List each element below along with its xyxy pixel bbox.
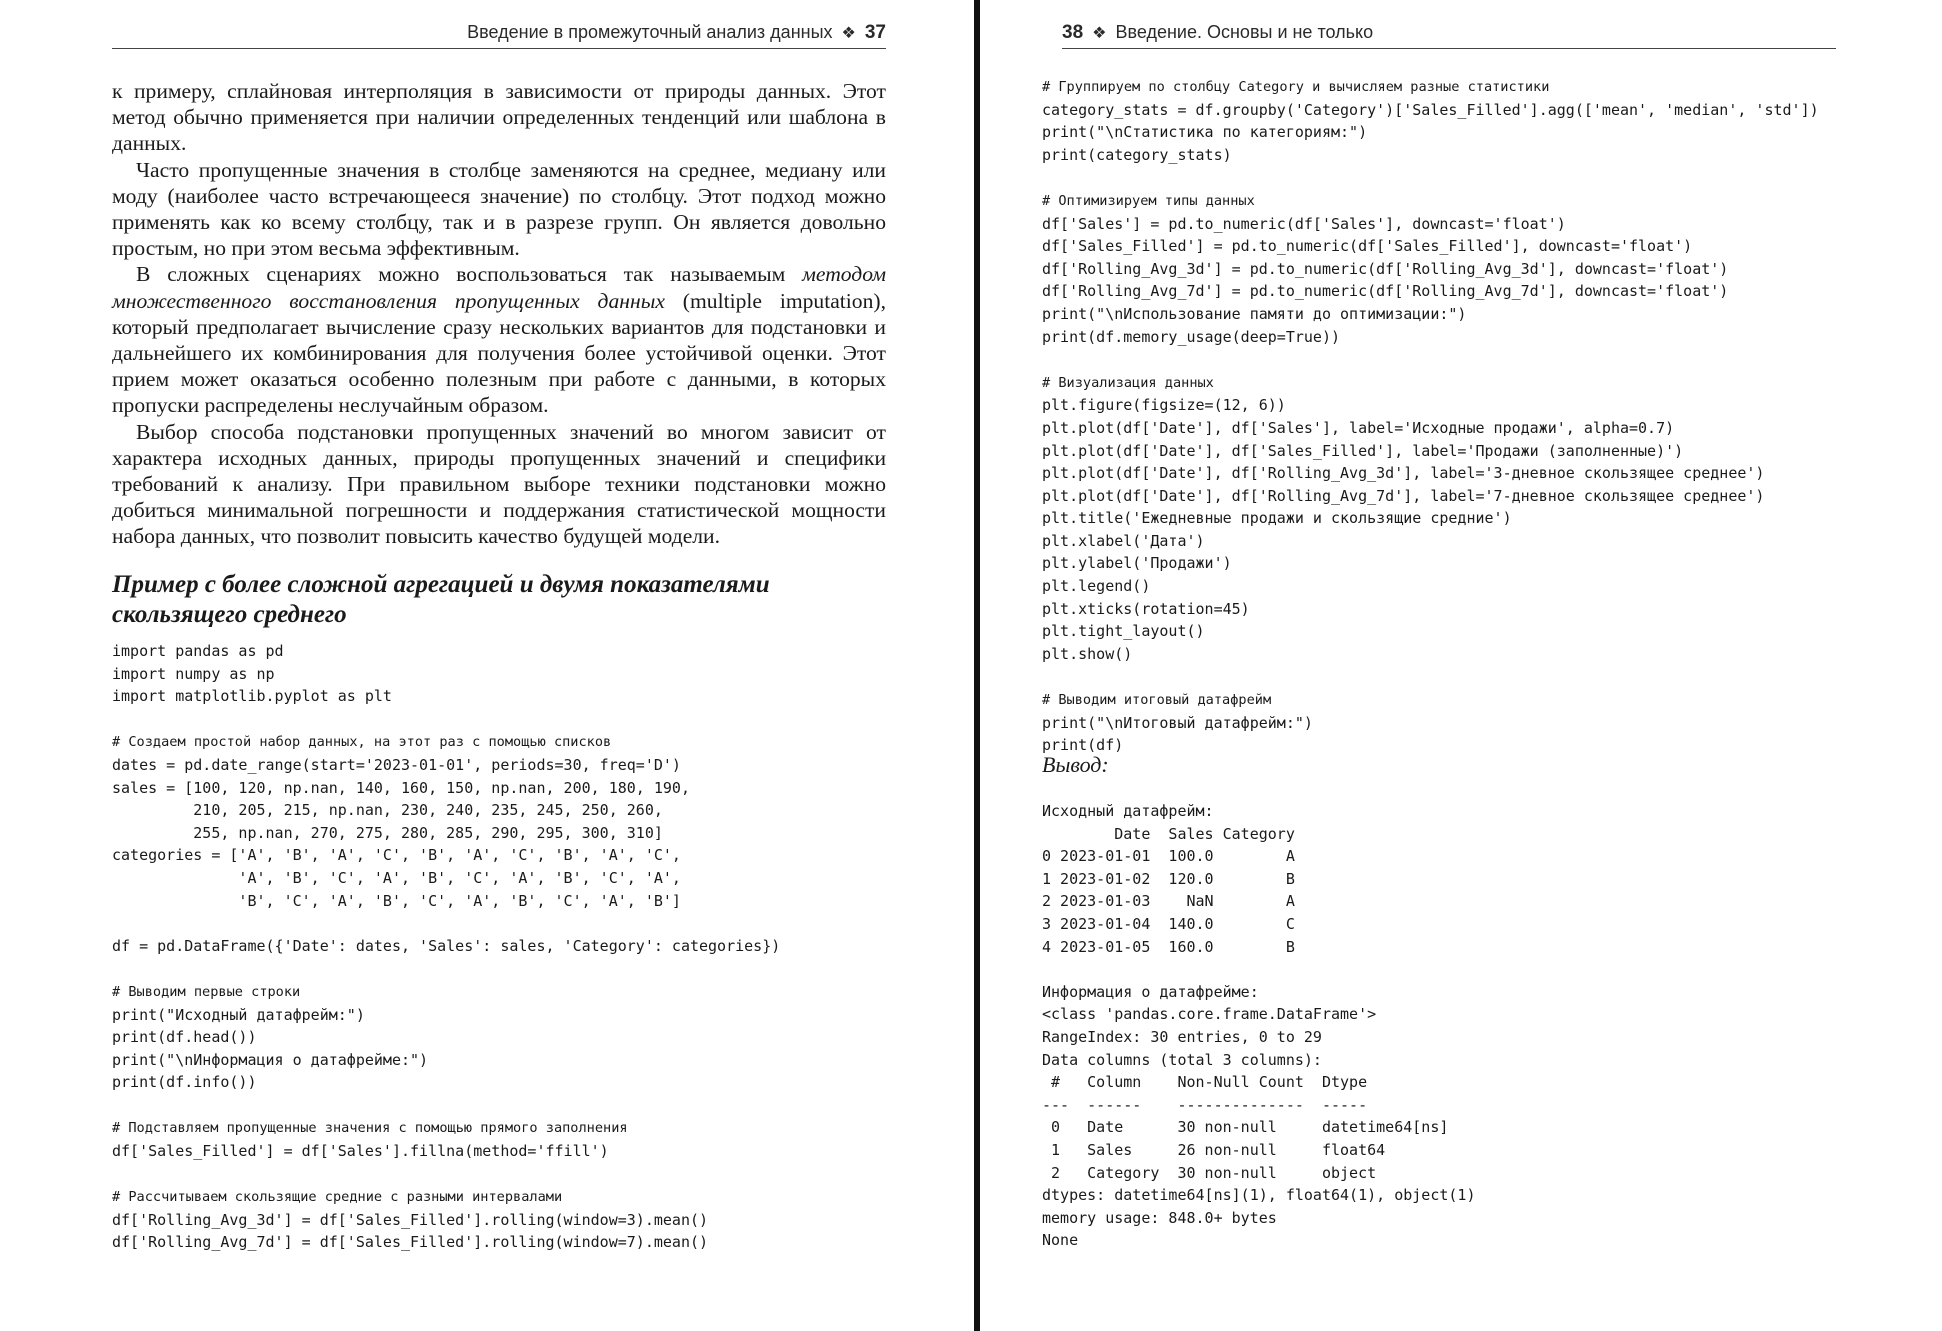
code-line: df['Rolling_Avg_3d'] = pd.to_numeric(df['Rolling_Avg_3d'], downcast='float') [1042,259,1729,278]
code-line: df['Sales_Filled'] = df['Sales'].fillna(method='ffill') [112,1142,609,1161]
code-line: df['Sales_Filled'] = pd.to_numeric(df['Sales_Filled'], downcast='float') [1042,237,1693,256]
output-line: 0 Date 30 non-null datetime64[ns] [1042,1118,1449,1137]
output-line: 1 2023-01-02 120.0 B [1042,869,1295,888]
paragraph-text: В сложных сценариях можно воспользоваться так называемым [136,262,803,287]
code-line: print(df.head()) [112,1028,257,1047]
code-line: # Рассчитываем скользящие средние с разными интервалами [112,1189,563,1206]
code-line: plt.tight_layout() [1042,622,1205,641]
output-label: Вывод: [1042,752,1109,777]
code-line: sales = [100, 120, np.nan, 140, 160, 150, np.nan, 200, 180, 190, [112,778,690,797]
code-line: print("\nИтоговый датафрейм:") [1042,713,1313,732]
code-line: plt.xticks(rotation=45) [1042,599,1250,618]
output-line: <class 'pandas.core.frame.DataFrame'> [1042,1005,1377,1024]
code-listing [1042,75,1819,757]
output-line: 0 2023-01-01 100.0 A [1042,847,1295,866]
code-line: # Выводим первые строки [112,983,301,1000]
code-line: plt.legend() [1042,577,1151,596]
output-line: # Column Non-Null Count Dtype [1042,1073,1368,1092]
code-line: # Оптимизируем типы данных [1042,192,1255,209]
code-line: df = pd.DataFrame({'Date': dates, 'Sales': sales, 'Category': categories}) [112,936,781,955]
paragraph [112,78,886,157]
output-line: 3 2023-01-04 140.0 C [1042,914,1295,933]
code-line: df['Rolling_Avg_7d'] = pd.to_numeric(df['Rolling_Avg_7d'], downcast='float') [1042,282,1729,301]
code-line: # Визуализация данных [1042,374,1214,391]
body-text [112,78,886,550]
paragraph-text: Часто пропущенные значения в столбце заменяются на среднее, медиану или моду (наиболее часто встречающееся значение) по столбцу. Этот подход можно применять как ко всему столбцу, так и в разрезе групп. Он является довольно простым, но при этом весьма эффективным. [112,157,886,261]
output-line: memory usage: 848.0+ bytes [1042,1208,1277,1227]
code-line: plt.plot(df['Date'], df['Rolling_Avg_3d'], label='3-дневное скользящее среднее') [1042,464,1765,483]
code-line: df['Rolling_Avg_7d'] = df['Sales_Filled'].rolling(window=7).mean() [112,1233,709,1252]
right-page [980,0,1942,1331]
output-line: Исходный датафрейм: [1042,802,1214,820]
output-line: 2 2023-01-03 NaN A [1042,892,1295,911]
code-line: print(df) [1042,736,1124,755]
output-line: 1 Sales 26 non-null float64 [1042,1140,1386,1159]
code-line: print(df.info()) [112,1073,257,1092]
code-line: df['Sales'] = pd.to_numeric(df['Sales'], downcast='float') [1042,214,1566,233]
code-line: print("\nИспользование памяти до оптимизации:") [1042,304,1467,323]
paragraph [112,261,886,418]
code-line: # Выводим итоговый датафрейм [1042,692,1272,709]
code-line: plt.ylabel('Продажи') [1042,554,1232,573]
code-line: print("\nИнформация о датафрейме:") [112,1050,429,1069]
output-line: None [1042,1231,1079,1250]
code-line: # Создаем простой набор данных, на этот раз с помощью списков [112,734,612,751]
paragraph-text: Выбор способа подстановки пропущенных значений во многом зависит от характера исходных данных, природы пропущенных значений и специфики требований к анализу. При правильном выборе техники подстановки можно добиться минимальной погрешности и поддержания статистической мощности набора данных, что позволит повысить качество будущей модели. [112,419,886,549]
code-listing [112,640,780,1254]
running-header-left [112,22,886,49]
code-line: df['Rolling_Avg_3d'] = df['Sales_Filled'].rolling(window=3).mean() [112,1210,709,1229]
ornament-icon: ❖ [841,25,856,42]
code-line: plt.figure(figsize=(12, 6)) [1042,396,1286,415]
code-line: plt.title('Ежедневные продажи и скользящие средние') [1042,509,1512,528]
code-line: print(category_stats) [1042,145,1232,164]
output-line: 4 2023-01-05 160.0 B [1042,937,1295,956]
code-line: print(df.memory_usage(deep=True)) [1042,327,1341,346]
emphasis-text: методом множественного восстановления пропущенных данных [112,262,886,313]
output-line: 2 Category 30 non-null object [1042,1163,1377,1182]
code-line: plt.plot(df['Date'], df['Rolling_Avg_7d'], label='7-дневное скользящее среднее') [1042,486,1765,505]
code-line: 'A', 'B', 'C', 'A', 'B', 'C', 'A', 'B', 'C', 'A', [112,868,681,887]
code-line: import numpy as np [112,664,275,683]
output-line: --- ------ -------------- ----- [1042,1095,1368,1114]
code-line: categories = ['A', 'B', 'A', 'C', 'B', 'A', 'C', 'B', 'A', 'C', [112,846,681,865]
header-title: Введение в промежуточный анализ данных [467,22,833,42]
code-line: plt.plot(df['Date'], df['Sales'], label='Исходные продажи', alpha=0.7) [1042,418,1675,437]
code-line: # Группируем по столбцу Category и вычисляем разные статистики [1042,79,1550,95]
code-line: plt.xlabel('Дата') [1042,531,1205,550]
code-line: category_stats = df.groupby('Category')['Sales_Filled'].agg(['mean', 'median', 'std']) [1042,100,1819,119]
console-output [1042,800,1475,1252]
paragraph [112,419,886,550]
code-line: plt.plot(df['Date'], df['Sales_Filled'], label='Продажи (заполненные)') [1042,441,1684,460]
code-line: 'B', 'C', 'A', 'B', 'C', 'A', 'B', 'C', 'A', 'B'] [112,891,681,910]
paragraph [112,157,886,262]
code-line: print("Исходный датафрейм:") [112,1005,365,1024]
output-line: dtypes: datetime64[ns](1), float64(1), object(1) [1042,1186,1476,1205]
paragraph-text: (multiple imputation), который предполагает вычисление сразу нескольких вариантов для подстановки и дальнейшего их комбинирования для получения более устойчивой оценки. Этот прием может оказаться особенно полезным при работе с данными, в которых пропуски распределены неслучайным образом. [112,288,886,418]
page-number: 38 [1062,22,1084,43]
code-line: import matplotlib.pyplot as plt [112,687,392,706]
code-line: import pandas as pd [112,642,284,660]
paragraph-text: к примеру, сплайновая интерполяция в зависимости от природы данных. Этот метод обычно применяется при наличии определенных тенденций или шаблона в данных. [112,79,886,156]
code-line: dates = pd.date_range(start='2023-01-01', periods=30, freq='D') [112,755,681,774]
code-line: 210, 205, 215, np.nan, 230, 240, 235, 245, 250, 260, [112,801,663,820]
output-line: Date Sales Category [1042,824,1295,843]
output-line: Data columns (total 3 columns): [1042,1050,1322,1069]
code-line: 255, np.nan, 270, 275, 280, 285, 290, 295, 300, 310] [112,823,663,842]
ornament-icon: ❖ [1092,25,1107,42]
code-line: plt.show() [1042,644,1133,663]
output-line: Информация о датафрейме: [1042,982,1259,1001]
section-heading: Пример с более сложной агрегацией и двумя показателями скользящего среднего [112,571,770,628]
page-number: 37 [864,22,886,43]
code-line: # Подставляем пропущенные значения с помощью прямого заполнения [112,1120,628,1137]
running-header-right [1062,22,1836,49]
header-title: Введение. Основы и не только [1115,22,1374,42]
code-line: print("\nСтатистика по категориям:") [1042,123,1368,142]
output-line: RangeIndex: 30 entries, 0 to 29 [1042,1027,1322,1046]
